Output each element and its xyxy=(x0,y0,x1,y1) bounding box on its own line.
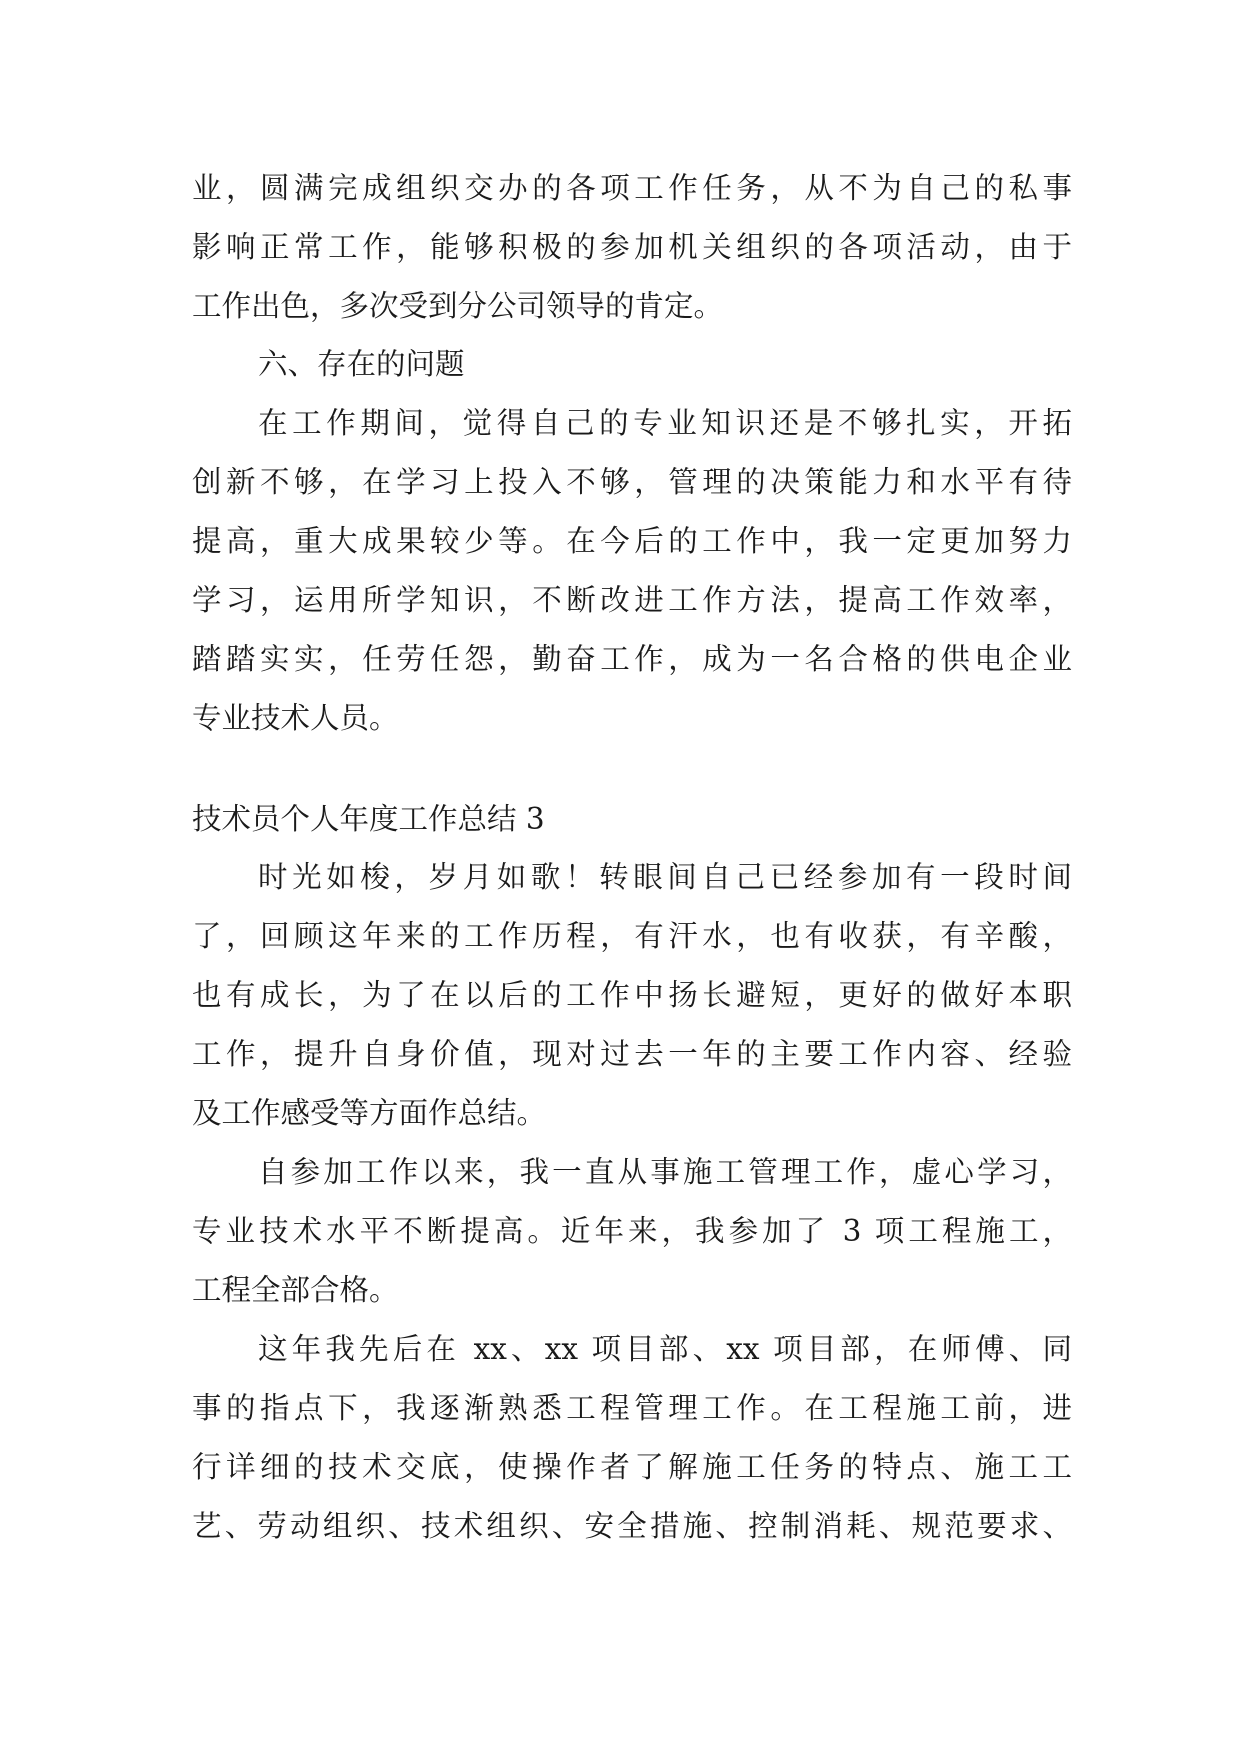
text-line: 在工作期间，觉得自己的专业知识还是不够扎实，开拓 xyxy=(258,406,1072,440)
text-line: 提高，重大成果较少等。在今后的工作中，我一定更加努力 xyxy=(192,524,1072,558)
text-line: 事的指点下，我逐渐熟悉工程管理工作。在工程施工前，进 xyxy=(192,1391,1072,1425)
text-line: 业，圆满完成组织交办的各项工作任务，从不为自己的私事 xyxy=(192,171,1072,205)
text-line: 影响正常工作，能够积极的参加机关组织的各项活动，由于 xyxy=(192,230,1072,264)
text-line: 及工作感受等方面作总结。 xyxy=(192,1096,547,1130)
document-title: 技术员个人年度工作总结 3 xyxy=(192,802,545,836)
text-line: 专业技术人员。 xyxy=(192,701,399,735)
text-line: 也有成长，为了在以后的工作中扬长避短，更好的做好本职 xyxy=(192,978,1072,1012)
text-line: 这年我先后在 xx、xx 项目部、xx 项目部，在师傅、同 xyxy=(258,1332,1072,1366)
text-line: 艺、劳动组织、技术组织、安全措施、控制消耗、规范要求、 xyxy=(192,1509,1072,1543)
section-heading: 六、存在的问题 xyxy=(258,347,465,381)
text-line: 行详细的技术交底，使操作者了解施工任务的特点、施工工 xyxy=(192,1450,1072,1484)
text-line: 了，回顾这年来的工作历程，有汗水，也有收获，有辛酸， xyxy=(192,919,1072,953)
text-line: 学习，运用所学知识，不断改进工作方法，提高工作效率， xyxy=(192,583,1072,617)
text-line: 创新不够，在学习上投入不够，管理的决策能力和水平有待 xyxy=(192,465,1072,499)
text-line: 工作出色，多次受到分公司领导的肯定。 xyxy=(192,289,724,323)
text-line: 工作，提升自身价值，现对过去一年的主要工作内容、经验 xyxy=(192,1037,1072,1071)
text-line: 工程全部合格。 xyxy=(192,1273,399,1307)
text-line: 自参加工作以来，我一直从事施工管理工作，虚心学习， xyxy=(258,1155,1072,1189)
text-line: 踏踏实实，任劳任怨，勤奋工作，成为一名合格的供电企业 xyxy=(192,642,1072,676)
text-line: 时光如梭，岁月如歌！转眼间自己已经参加有一段时间 xyxy=(258,860,1072,894)
text-line: 专业技术水平不断提高。近年来，我参加了 3 项工程施工， xyxy=(192,1214,1072,1248)
